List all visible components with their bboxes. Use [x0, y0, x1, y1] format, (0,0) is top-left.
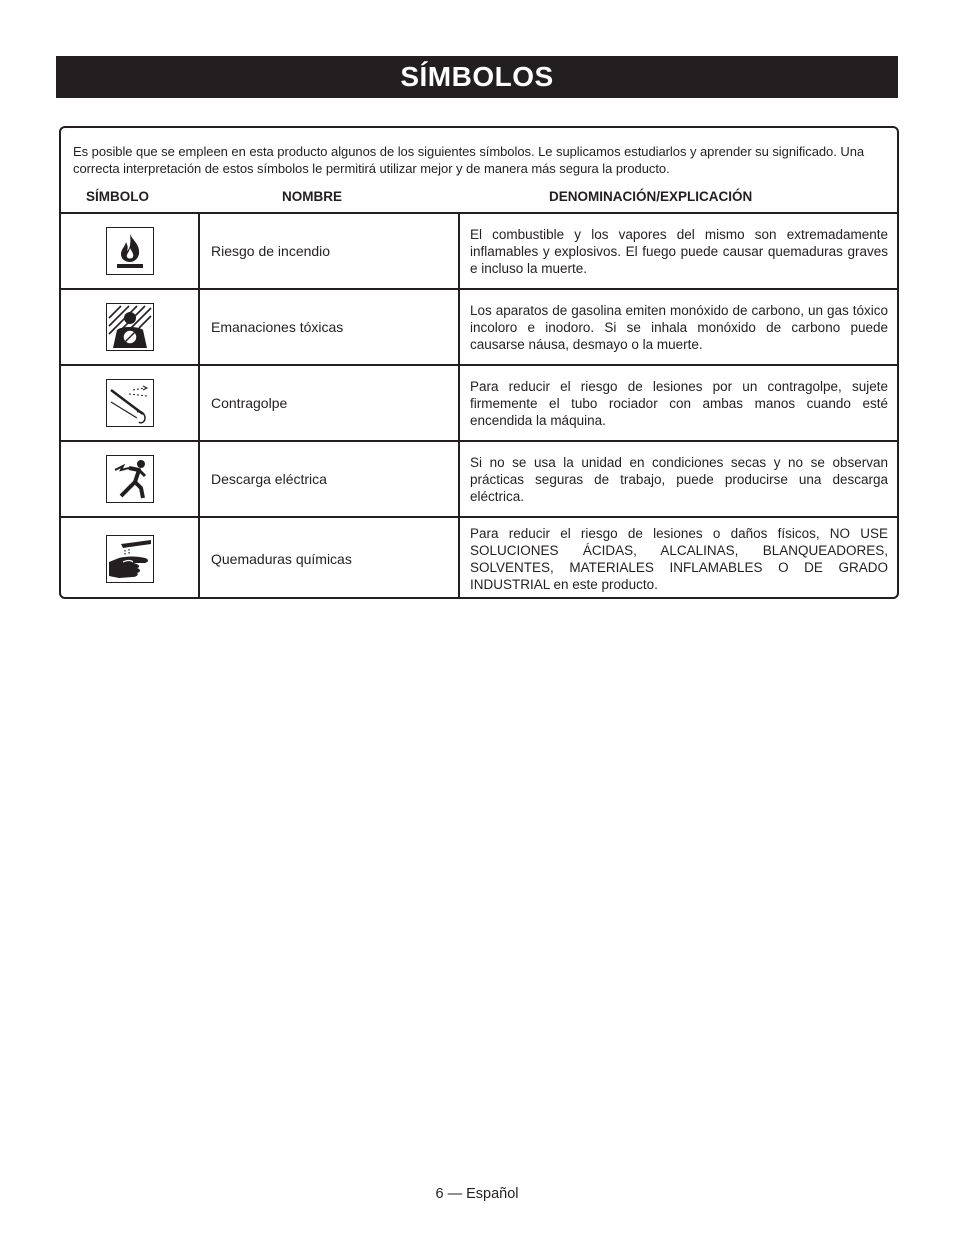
table-row [60, 365, 898, 441]
row-name: Descarga eléctrica [199, 441, 459, 517]
page-title: SÍMBOLOS [56, 56, 898, 98]
row-description: Para reducir el riesgo de lesiones o daños físicos, NO USE SOLUCIONES ÁCIDAS, ALCALINAS, BLANQUEADORES, SOLVENTES, MATERIALES INFLAMABLES O DE GRADO INDUSTRIAL en este producto. [459, 517, 898, 599]
kickback-icon [106, 379, 154, 427]
table-row [60, 289, 898, 365]
symbols-table [59, 212, 899, 599]
page-footer: 6 — Español [435, 1186, 519, 1202]
fire-hazard-icon [106, 227, 154, 275]
intro-text: Es posible que se empleen en esta producto algunos de los siguientes símbolos. Le suplicamos estudiarlos y aprender su significado. Una correcta interpretación de estos símbolos le permitirá utilizar mejor y de manera más segura la producto. [73, 144, 865, 176]
row-description: Si no se usa la unidad en condiciones secas y no se observan prácticas seguras de trabajo, puede producirse una descarga eléctrica. [459, 441, 898, 517]
header-description: DENOMINACIÓN/EXPLICACIÓN [549, 189, 753, 204]
chemical-burn-icon [106, 535, 154, 583]
row-description: Los aparatos de gasolina emiten monóxido de carbono, un gas tóxico incoloro e inodoro. Si se inhala monóxido de carbono puede causarse náusa, desmayo o la muerte. [459, 289, 898, 365]
toxic-fumes-icon [106, 303, 154, 351]
header-symbol: SÍMBOLO [86, 189, 149, 204]
row-name: Contragolpe [199, 365, 459, 441]
electric-shock-icon [106, 455, 154, 503]
symbols-box [59, 126, 899, 599]
table-row [60, 517, 898, 599]
row-name: Emanaciones tóxicas [199, 289, 459, 365]
row-description: Para reducir el riesgo de lesiones por un contragolpe, sujete firmemente el tubo rociador con ambas manos cuando esté encendida la máquina. [459, 365, 898, 441]
row-description: El combustible y los vapores del mismo son extremadamente inflamables y explosivos. El fuego puede causar quemaduras graves e incluso la muerte. [459, 213, 898, 289]
header-name: NOMBRE [282, 189, 342, 204]
row-name: Riesgo de incendio [199, 213, 459, 289]
row-name: Quemaduras químicas [199, 517, 459, 599]
table-row [60, 441, 898, 517]
table-row [60, 213, 898, 289]
